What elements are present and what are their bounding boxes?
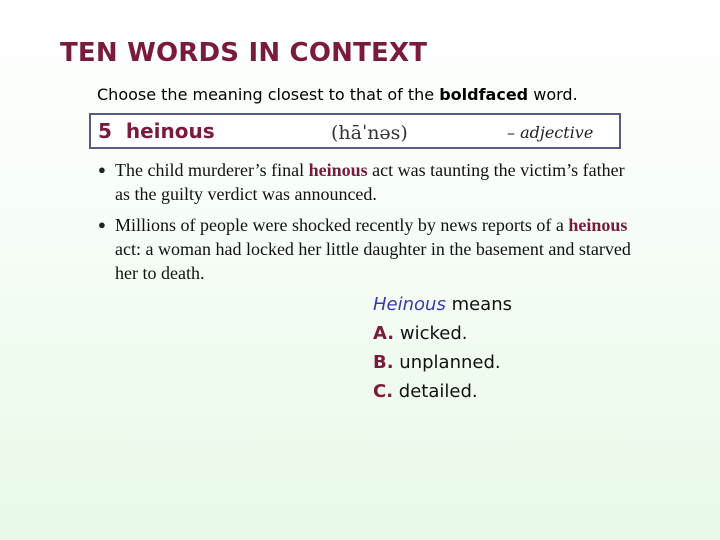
option-text: detailed. [398,381,478,402]
sentence-after: act: a woman had locked her little daughter in the basement and starved her to death. [115,239,631,283]
question-means: means [451,294,512,315]
sentence-before: The child murderer’s final [115,160,305,180]
sentence-before: Millions of people were shocked recently by news reports of a [115,215,564,235]
option-letter: A. [373,323,395,344]
option-text: wicked. [399,323,468,344]
entry-number: 5 [98,119,112,143]
question-prompt [373,290,512,319]
entry-pronunciation: (hāˈnəs) [331,122,408,144]
bullet-icon: ● [98,217,106,232]
question-block [373,290,512,406]
bullet-icon: ● [98,162,106,177]
answer-option-a[interactable] [373,319,512,348]
sentence-highlight: heinous [568,215,628,235]
context-sentence-1 [98,158,643,206]
entry-word: heinous [125,119,215,143]
entry-part-of-speech: – adjective [507,123,594,142]
sentence-after: act was taunting the victim’s father as the guilty verdict was announced. [115,160,625,204]
context-sentence-2 [98,213,643,285]
option-letter: B. [373,352,394,373]
answer-option-c[interactable] [373,377,512,406]
instruction-text [97,85,578,104]
sentence-text [98,213,643,285]
instruction-before: Choose the meaning closest to that of the [97,85,435,104]
entry-heading [98,119,215,143]
sentence-text [98,158,643,206]
word-entry-box [89,113,621,149]
sentence-highlight: heinous [308,160,368,180]
slide-title: TEN WORDS IN CONTEXT [60,38,428,68]
answer-option-b[interactable] [373,348,512,377]
instruction-after: word. [533,85,578,104]
instruction-bold: boldfaced [439,85,529,104]
question-word: Heinous [373,294,446,315]
option-text: unplanned. [399,352,501,373]
option-letter: C. [373,381,394,402]
